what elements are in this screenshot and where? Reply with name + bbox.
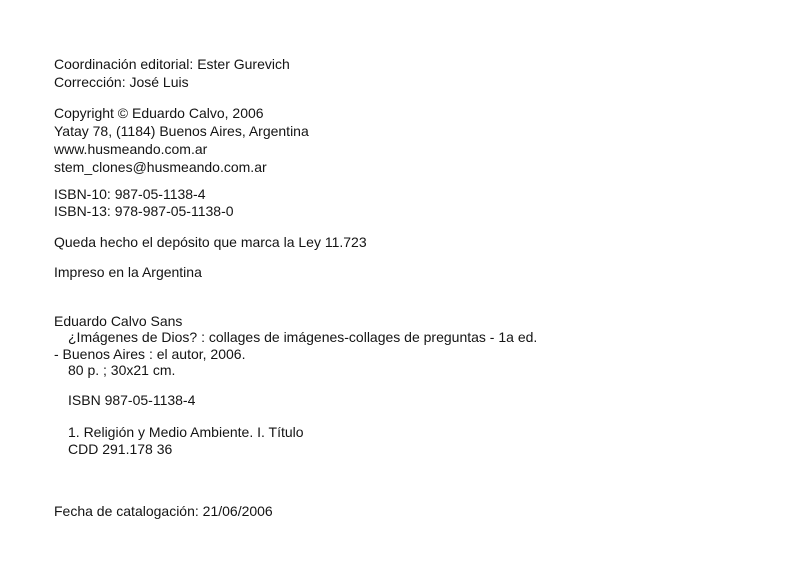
printed-in-notice: Impreso en la Argentina [54, 264, 202, 280]
catalog-isbn: ISBN 987-05-1138-4 [68, 392, 196, 408]
catalog-title: ¿Imágenes de Dios? : collages de imágenes-collages de preguntas - 1a ed. [68, 329, 538, 345]
catalog-extent: 80 p. ; 30x21 cm. [68, 362, 176, 378]
publisher-website: www.husmeando.com.ar [54, 141, 208, 157]
catalog-author: Eduardo Calvo Sans [54, 313, 183, 329]
correction-credit: Corrección: José Luis [54, 74, 189, 90]
isbn-13: ISBN-13: 978-987-05-1138-0 [54, 203, 234, 219]
publisher-email: stem_clones@husmeando.com.ar [54, 159, 267, 175]
catalog-publisher: - Buenos Aires : el autor, 2006. [54, 346, 246, 362]
legal-deposit-notice: Queda hecho el depósito que marca la Ley 11.723 [54, 234, 367, 250]
catalog-cdd: CDD 291.178 36 [68, 441, 173, 457]
catalog-subject: 1. Religión y Medio Ambiente. I. Título [68, 424, 304, 440]
publisher-address: Yatay 78, (1184) Buenos Aires, Argentina [54, 123, 309, 139]
isbn-10: ISBN-10: 987-05-1138-4 [54, 186, 206, 202]
catalog-date: Fecha de catalogación: 21/06/2006 [54, 503, 273, 519]
copyright-notice: Copyright © Eduardo Calvo, 2006 [54, 105, 264, 121]
editorial-coordination: Coordinación editorial: Ester Gurevich [54, 56, 290, 72]
